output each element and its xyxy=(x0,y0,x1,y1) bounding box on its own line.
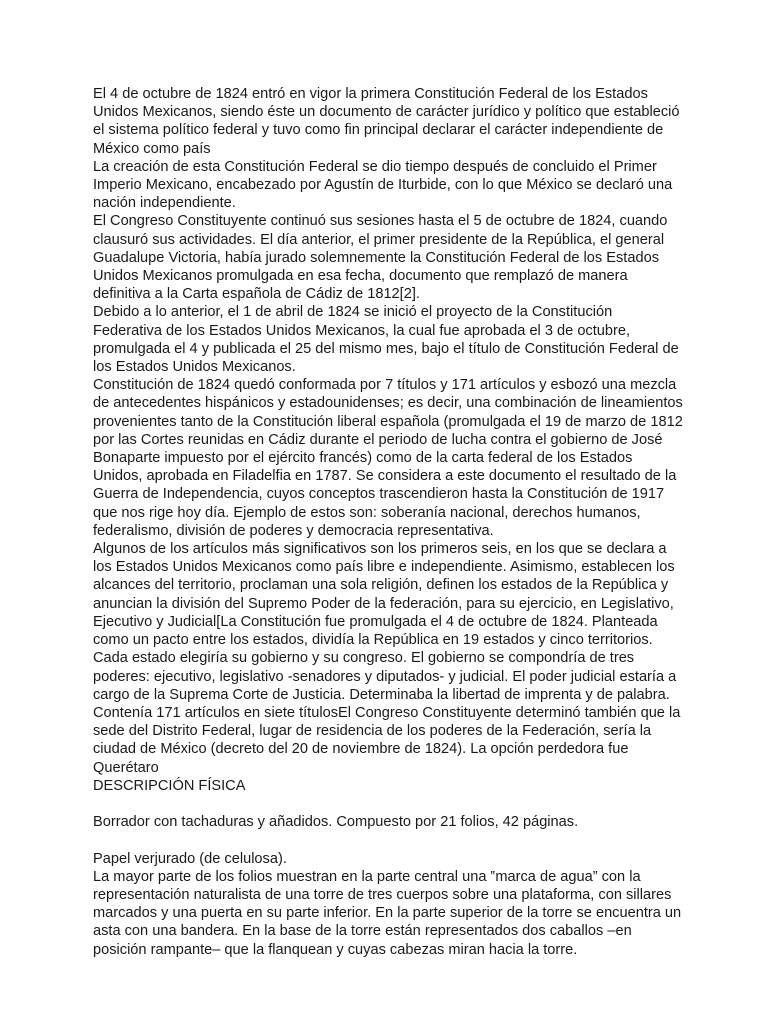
section-heading: DESCRIPCIÓN FÍSICA xyxy=(93,777,246,794)
description-paper: Papel verjurado (de celulosa). xyxy=(93,850,287,867)
paragraph-structure: Constitución de 1824 quedó conformada por 7 títulos y 171 artículos y esbozó una mezcla de antecedentes hispánicos y estadounidenses; es decir, una combinación de lineamientos provenientes tanto de la Constitución liberal española (promulgada el 19 de marzo de 1812 por las Cortes reunidas en Cádiz durante el periodo de lucha contra el gobierno de José Bonaparte impuesto por el ejército francés) como de la carta federal de los Estados Unidos, aprobada en Filadelfia en 1787. Se considera a este documento el resultado de la Guerra de Independencia, cuyos conceptos trascendieron hasta la Constitución de 1917 que nos rige hoy día. Ejemplo de estos son: soberanía nacional, derechos humanos, federalismo, división de poderes y democracia representativa. xyxy=(93,377,683,539)
paragraph-congress: El Congreso Constituyente continuó sus sesiones hasta el 5 de octubre de 1824, cuando clausuró sus actividades. El día anterior, el primer presidente de la República, el general Guadalupe Victoria, había jurado solemnemente la Constitución Federal de los Estados Unidos Mexicanos promulgada en esa fecha, documento que remplazó de manera definitiva a la Carta española de Cádiz de 1812[2]. xyxy=(93,213,668,303)
description-draft: Borrador con tachaduras y añadidos. Compuesto por 21 folios, 42 páginas. xyxy=(93,814,579,831)
paragraph-articles: Algunos de los artículos más significativos son los primeros seis, en los que se declara a los Estados Unidos Mexicanos como país libre e independiente. Asimismo, establecen los alcances del territorio, proclaman una sola religión, definen los estados de la República y anuncian la división del Supremo Poder de la federación, para su ejercicio, en Legislativo, Ejecutivo y Judicial[La Constitución fue promulgada el 4 de octubre de 1824. Planteada como un pacto entre los estados, dividía la República en 19 estados y cinco territorios. Cada estado elegiría su gobierno y su congreso. El gobierno se compondría de tres poderes: ejecutivo, legislativo ‑senadores y diputados‑ y judicial. El poder judicial estaría a cargo de la Suprema Corte de Justicia. Determinaba la libertad de imprenta y de palabra. Contenía 171 artículos en siete títulosEl Congreso Constituyente determinó también que la sede del Distrito Federal, lugar de residencia de los poderes de la Federación, sería la ciudad de México (decreto del 20 de noviembre de 1824). La opción perdedora fue Querétaro xyxy=(93,541,681,776)
paragraph-intro: El 4 de octubre de 1824 entró en vigor la primera Constitución Federal de los Estados Unidos Mexicanos, siendo éste un documento de carácter jurídico y político que estableció el sistema político federal y tuvo como fin principal declarar el carácter independiente de México como país xyxy=(93,86,680,157)
paragraph-creation: La creación de esta Constitución Federal se dio tiempo después de concluido el Primer Imperio Mexicano, encabezado por Agustín de Iturbide, con lo que México se declaró una nación independiente. xyxy=(93,158,673,212)
document-page xyxy=(93,85,683,959)
spacer xyxy=(93,831,683,849)
paragraph-project: Debido a lo anterior, el 1 de abril de 1824 se inició el proyecto de la Constitución Federativa de los Estados Unidos Mexicanos, la cual fue aprobada el 3 de octubre, promulgada el 4 y publicada el 25 del mismo mes, bajo el título de Constitución Federal de los Estados Unidos Mexicanos. xyxy=(93,304,679,376)
spacer xyxy=(93,795,683,813)
description-watermark: La mayor parte de los folios muestran en la parte central una ‟marca de agua” con la representación naturalista de una torre de tres cuerpos sobre una plataforma, con sillares marcados y una puerta en su parte inferior. En la parte superior de la torre se encuentra un asta con una bandera. En la base de la torre están representados dos caballos –en posición rampante– que la flanquean y cuyas cabezas miran hacia la torre. xyxy=(93,868,682,958)
